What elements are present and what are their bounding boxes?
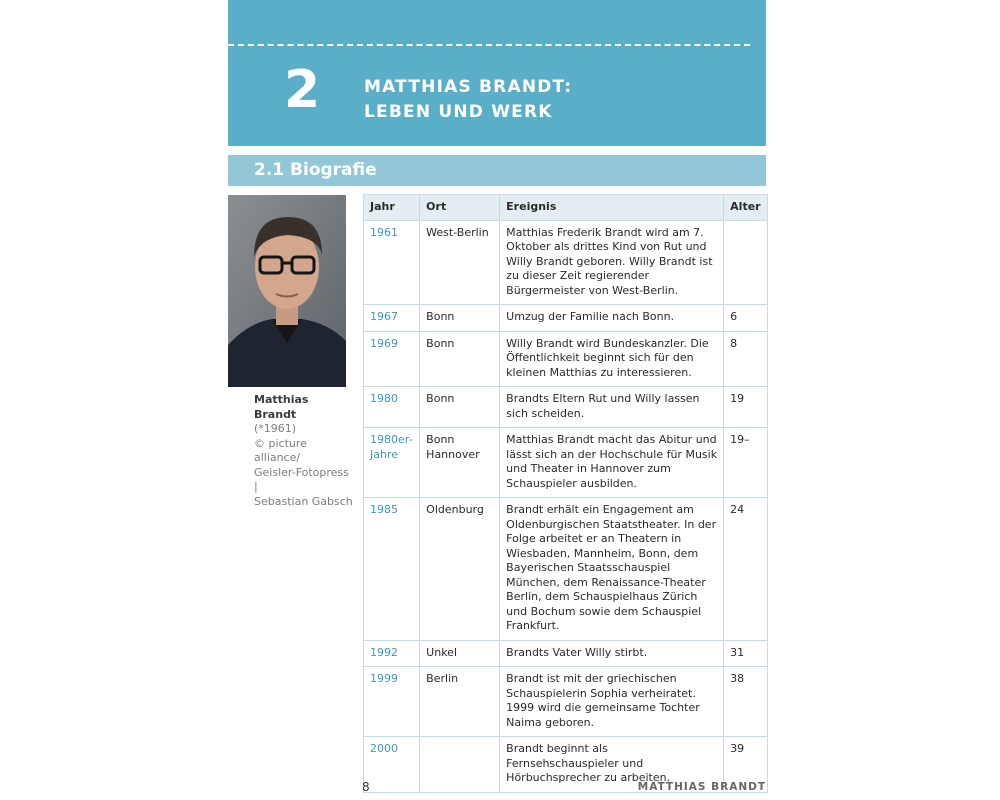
cell-ort: Unkel [420, 640, 500, 667]
cell-alter: 19– [724, 428, 767, 498]
chapter-title [364, 75, 572, 125]
portrait-illustration [228, 195, 346, 387]
cell-ereignis: Matthias Frederik Brandt wird am 7. Oktober als drittes Kind von Rut und Willy Brandt geboren. Willy Brandt ist zu dieser Zeit regierender Bürgermeister von West-Berlin. [500, 220, 724, 305]
caption-name: Matthias Brandt [254, 393, 309, 421]
photo-caption [254, 393, 354, 509]
table-row [364, 220, 768, 305]
cell-ereignis: Umzug der Familie nach Bonn. [500, 305, 724, 332]
table-header-row [364, 195, 768, 221]
cell-alter: 24 [724, 498, 767, 641]
cell-alter: 39 [724, 737, 767, 793]
cell-alter: 19 [724, 387, 767, 428]
cell-ort: Bonn [420, 331, 500, 387]
cell-ort: Bonn [420, 387, 500, 428]
section-heading-bar [228, 155, 766, 186]
table-row [364, 387, 768, 428]
caption-credit-line-1: © picture alliance/ [254, 436, 307, 464]
cell-alter: 6 [724, 305, 767, 332]
table-row [364, 498, 768, 641]
cell-ort: Oldenburg [420, 498, 500, 641]
cell-jahr: 1992 [364, 640, 420, 667]
table-row [364, 640, 768, 667]
table-row [364, 331, 768, 387]
cell-jahr: 1980 [364, 387, 420, 428]
cell-alter: 31 [724, 640, 767, 667]
cell-jahr: 1985 [364, 498, 420, 641]
chapter-title-line-2: LEBEN UND WERK [364, 102, 553, 122]
cell-ort: Bonn [420, 305, 500, 332]
table-row [364, 667, 768, 737]
caption-birth-year: (*1961) [254, 422, 297, 435]
cell-alter: 8 [724, 331, 767, 387]
cell-ort: West-Berlin [420, 220, 500, 305]
cell-jahr: 1999 [364, 667, 420, 737]
chapter-number: 2 [284, 60, 321, 120]
header-jahr: Jahr [364, 195, 420, 221]
cell-jahr: 2000 [364, 737, 420, 793]
cell-ereignis: Brandt ist mit der griechischen Schauspielerin Sophia verheiratet. 1999 wird die gemeinsame Tochter Naima geboren. [500, 667, 724, 737]
header-alter: Alter [724, 195, 767, 221]
running-title: MATTHIAS BRANDT [637, 781, 766, 793]
section-title: 2.1 Biografie [254, 160, 377, 180]
table-row [364, 305, 768, 332]
page-number: 8 [362, 780, 370, 794]
cell-alter: 38 [724, 667, 767, 737]
cell-ereignis: Brandt beginnt als Fernsehschauspieler und Hörbuchsprecher zu arbeiten. [500, 737, 724, 793]
biography-table [363, 194, 768, 793]
caption-credit-line-2: Geisler-Fotopress | [254, 465, 349, 493]
cell-jahr: 1967 [364, 305, 420, 332]
cell-alter [724, 220, 767, 305]
header-ort: Ort [420, 195, 500, 221]
cell-jahr: 1961 [364, 220, 420, 305]
cell-ereignis: Brandts Eltern Rut und Willy lassen sich scheiden. [500, 387, 724, 428]
cell-ort: Berlin [420, 667, 500, 737]
chapter-title-line-1: MATTHIAS BRANDT: [364, 77, 573, 97]
cell-ereignis: Willy Brandt wird Bundeskanzler. Die Öffentlichkeit beginnt sich für den kleinen Matthias zu interessieren. [500, 331, 724, 387]
cell-ort [420, 737, 500, 793]
cell-jahr: 1969 [364, 331, 420, 387]
table-row [364, 428, 768, 498]
header-dashed-divider [228, 44, 750, 46]
cell-ereignis: Brandt erhält ein Engagement am Oldenburgischen Staatstheater. In der Folge arbeitet er an Theatern in Wiesbaden, Mannheim, Bonn, dem Bayerischen Staatsschauspiel München, dem Renaissance-Theater Berlin, dem Schauspielhaus Zürich und Bochum sowie dem Schauspiel Frankfurt. [500, 498, 724, 641]
caption-credit-line-3: Sebastian Gabsch [254, 494, 353, 508]
cell-ereignis: Matthias Brandt macht das Abitur und lässt sich an der Hochschule für Musik und Theater in Hannover zum Schauspieler ausbilden. [500, 428, 724, 498]
portrait-photo [228, 195, 346, 387]
cell-ort: Bonn Hannover [420, 428, 500, 498]
cell-ereignis: Brandts Vater Willy stirbt. [500, 640, 724, 667]
header-ereignis: Ereignis [500, 195, 724, 221]
cell-jahr: 1980er-Jahre [364, 428, 420, 498]
